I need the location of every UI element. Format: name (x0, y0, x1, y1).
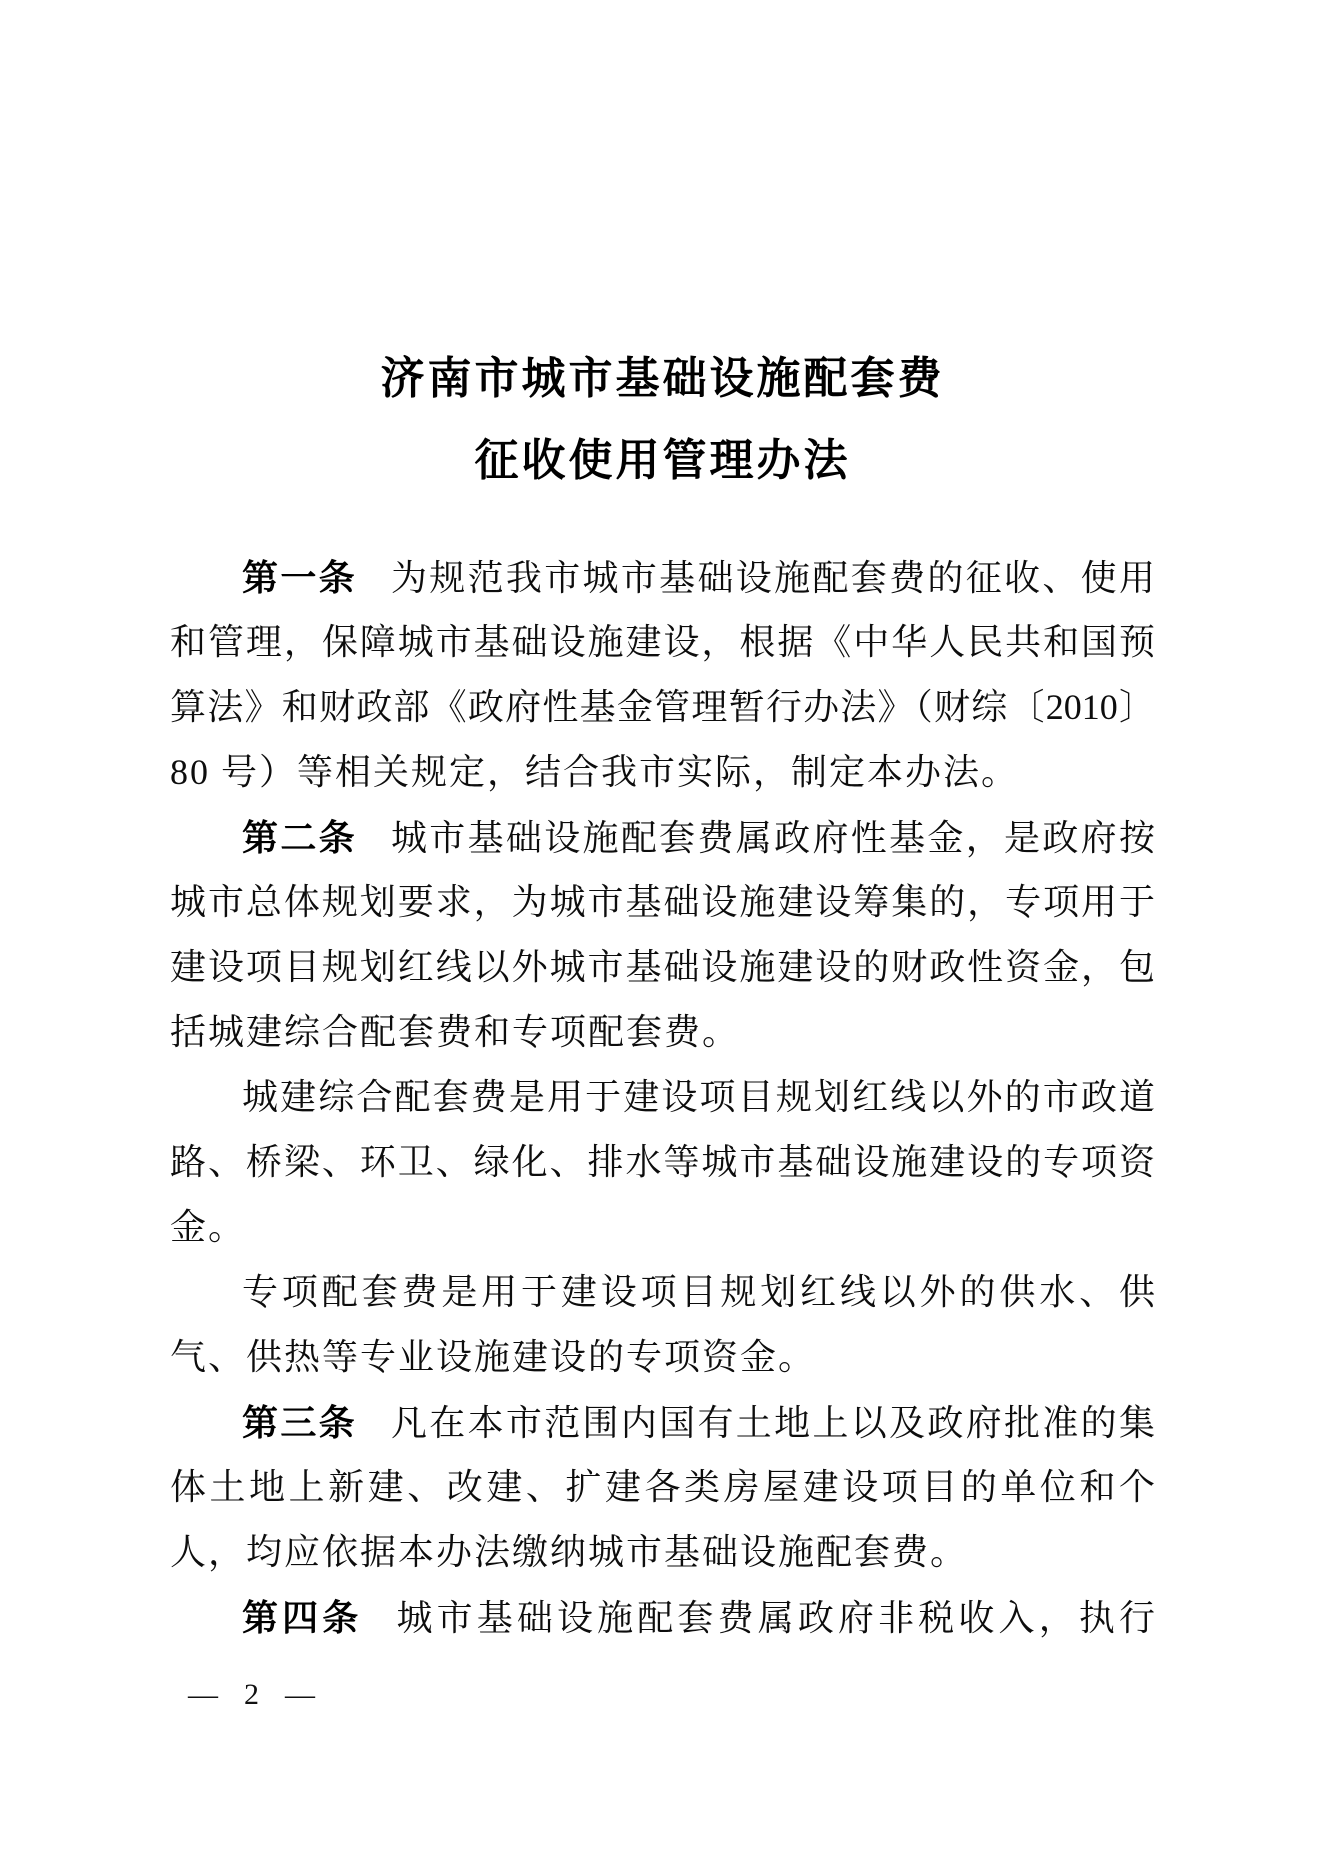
body-line-text: 城市总体规划要求，为城市基础设施建设筹集的，专项用于 (170, 882, 1155, 922)
page-number: 2 (244, 1678, 259, 1711)
article-number-lead: 第三条 (242, 1402, 357, 1443)
body-line-text: 为规范我市城市基础设施配套费的征收、使用 (390, 558, 1155, 598)
body-line (170, 870, 1155, 935)
body-line (170, 1585, 1155, 1650)
body-line-text: 城市基础设施配套费属政府非税收入，执行 (396, 1598, 1155, 1638)
body-line (170, 805, 1155, 870)
body-line (170, 1325, 1155, 1390)
article-number-lead: 第四条 (242, 1597, 363, 1638)
body-line-text: 气、供热等专业设施建设的专项资金。 (170, 1337, 817, 1377)
body-line (170, 1065, 1155, 1130)
body-line (170, 545, 1155, 610)
document-body (170, 545, 1155, 1650)
body-line-text: 凡在本市范围内国有土地上以及政府批准的集 (390, 1403, 1155, 1443)
body-line-text: 算法》和财政部《政府性基金管理暂行办法》（财综〔2010〕 (170, 687, 1155, 727)
article-number-lead: 第二条 (242, 817, 357, 858)
body-line (170, 1000, 1155, 1065)
body-line-text: 专项配套费是用于建设项目规划红线以外的供水、供 (242, 1272, 1155, 1312)
body-line-text: 建设项目规划红线以外城市基础设施建设的财政性资金，包 (170, 947, 1155, 987)
body-line-text: 路、桥梁、环卫、绿化、排水等城市基础设施建设的专项资 (170, 1142, 1155, 1182)
body-line (170, 610, 1155, 675)
body-line-text: 人，均应依据本办法缴纳城市基础设施配套费。 (170, 1532, 969, 1572)
body-line (170, 1195, 1155, 1260)
page-footer (188, 1678, 315, 1712)
body-line (170, 740, 1155, 805)
body-line-text: 80 号）等相关规定，结合我市实际，制定本办法。 (170, 752, 1020, 792)
body-line (170, 675, 1155, 740)
document-title (170, 338, 1155, 502)
footer-dash-right: — (285, 1678, 315, 1711)
body-line-text: 和管理，保障城市基础设施建设，根据《中华人民共和国预 (170, 622, 1155, 662)
body-line-text: 城建综合配套费是用于建设项目规划红线以外的市政道 (242, 1077, 1155, 1117)
body-line (170, 935, 1155, 1000)
body-line (170, 1260, 1155, 1325)
body-line-text: 金。 (170, 1207, 247, 1247)
body-line-text: 体土地上新建、改建、扩建各类房屋建设项目的单位和个 (170, 1467, 1155, 1507)
document-title-line-1: 济南市城市基础设施配套费 (380, 354, 945, 403)
body-line (170, 1390, 1155, 1455)
body-line-text: 括城建综合配套费和专项配套费。 (170, 1012, 741, 1052)
body-line-text: 城市基础设施配套费属政府性基金，是政府按 (390, 818, 1155, 858)
footer-dash-left: — (188, 1678, 218, 1711)
article-number-lead: 第一条 (242, 557, 357, 598)
body-line (170, 1520, 1155, 1585)
body-line (170, 1130, 1155, 1195)
document-title-line-2: 征收使用管理办法 (474, 436, 851, 485)
body-line (170, 1455, 1155, 1520)
